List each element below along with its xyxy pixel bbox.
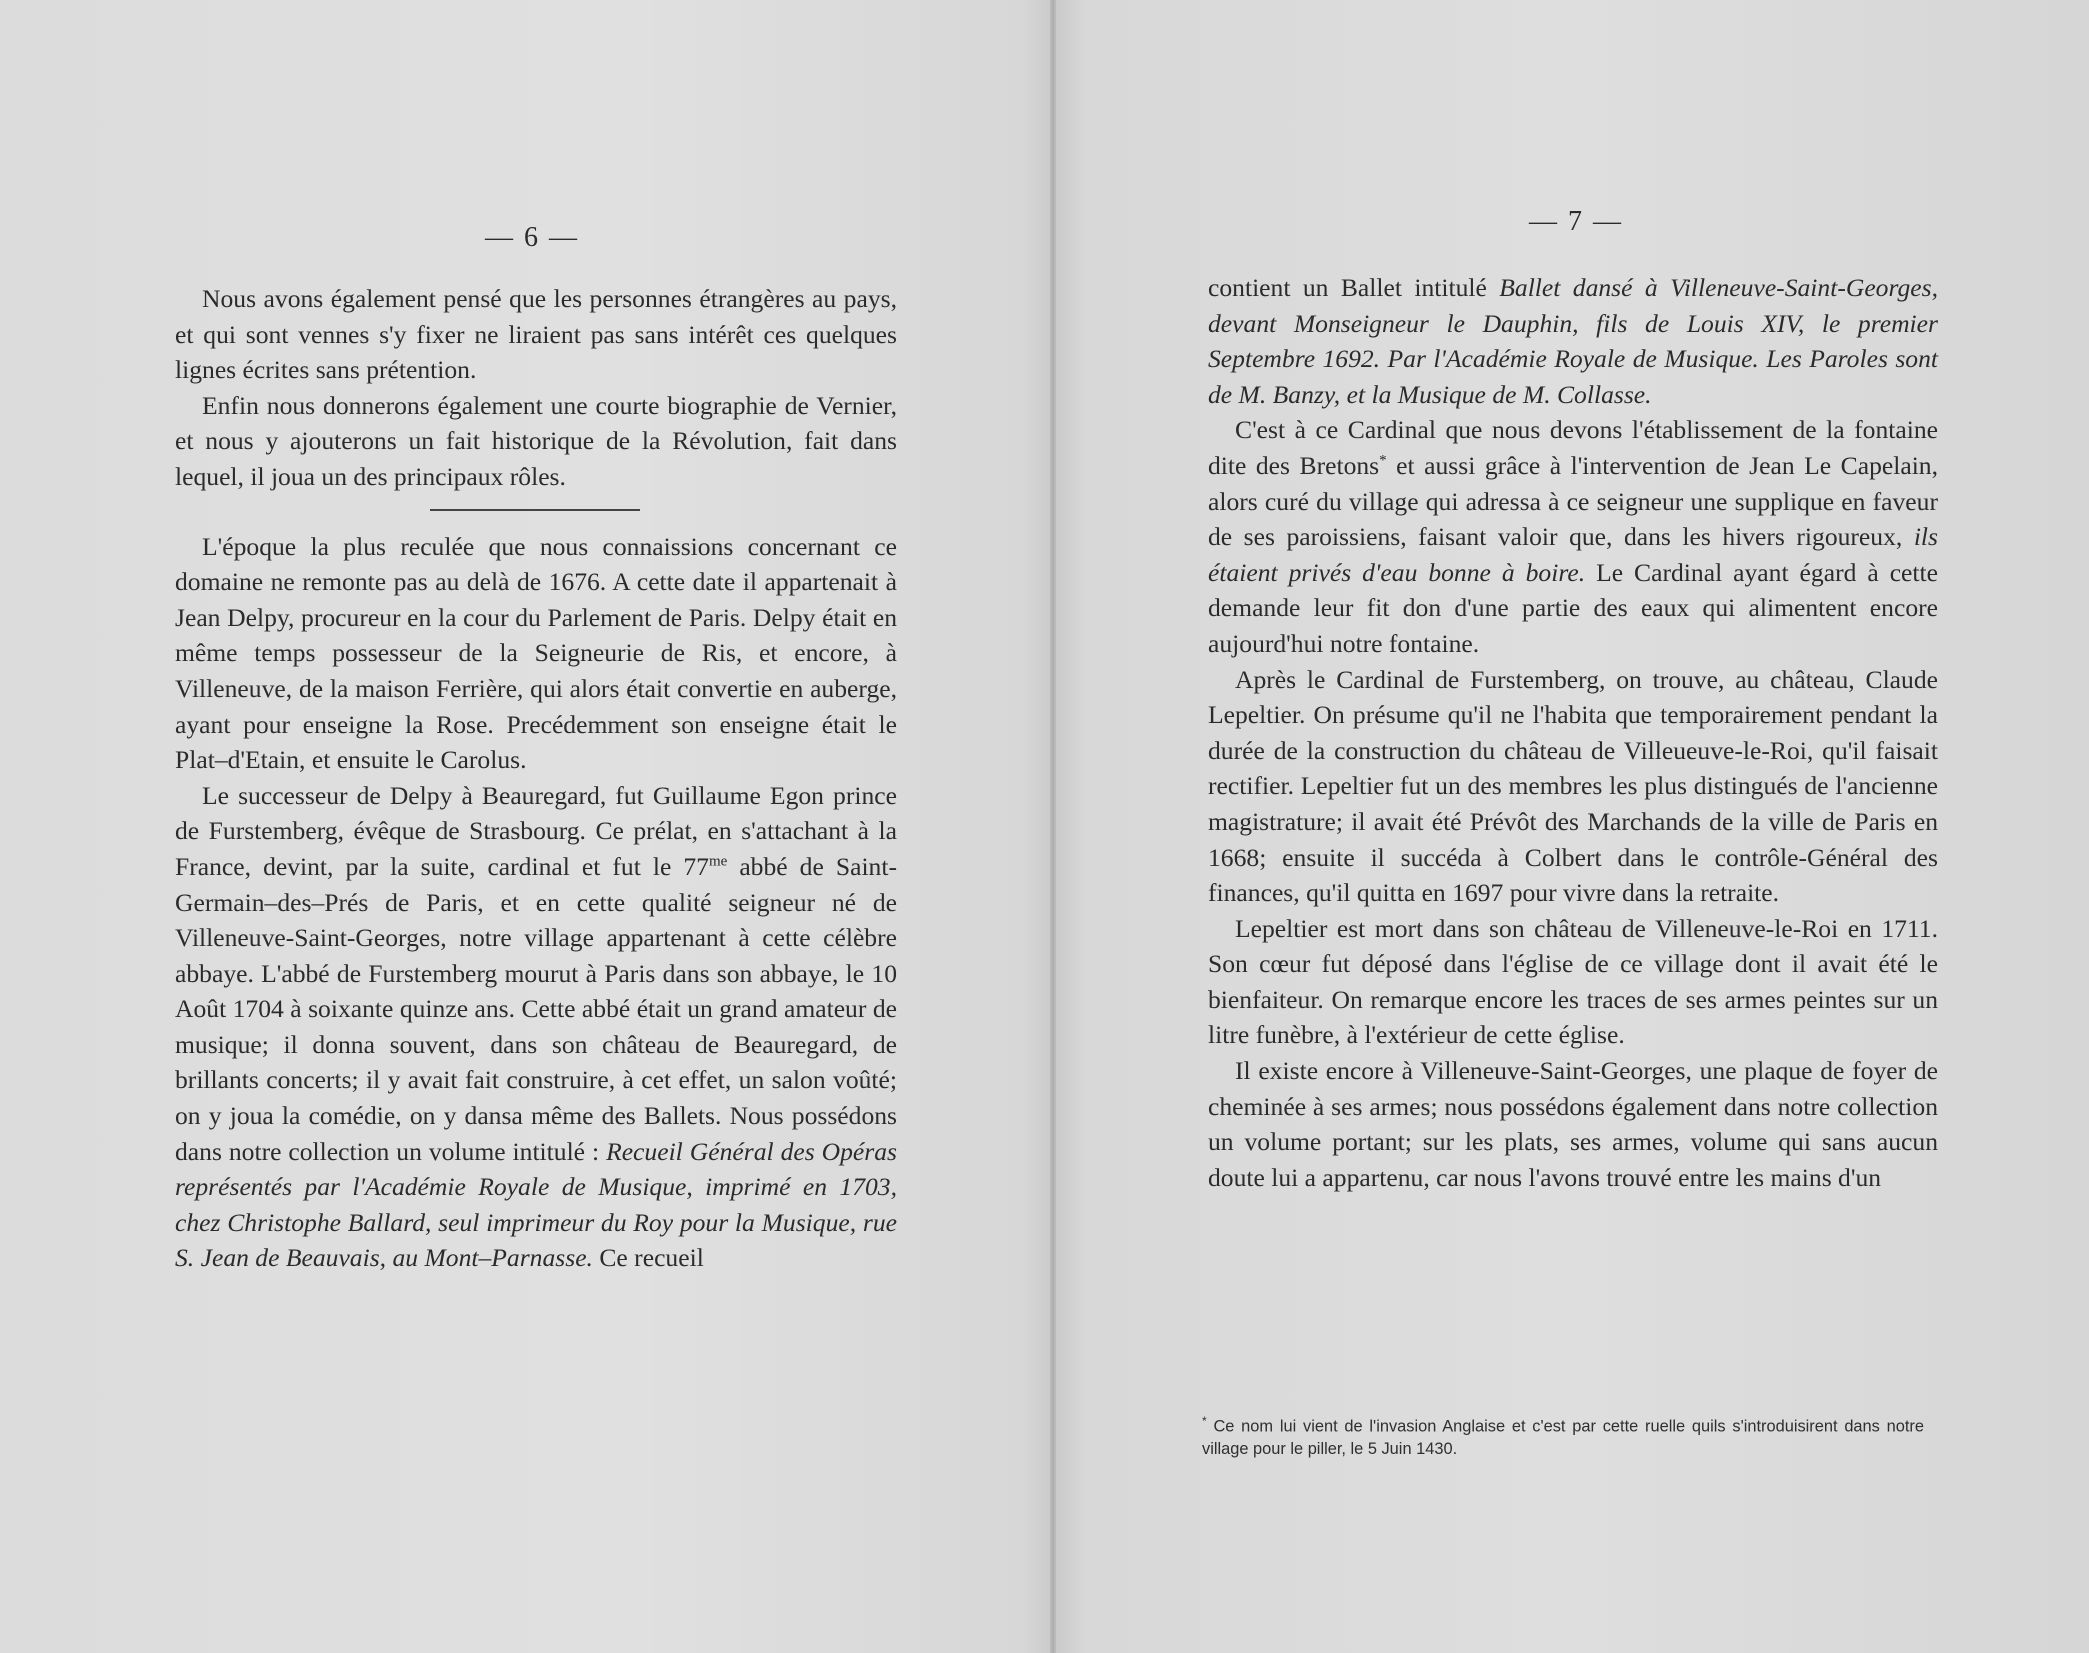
footnote bbox=[1202, 1410, 1924, 1461]
paragraph-text: C'est à ce Cardinal que nous devons l'établissement de la fontaine dite des Bretons bbox=[1208, 415, 1938, 480]
quote-italic: ils étaient privés d'eau bonne à boire. bbox=[1208, 522, 1938, 587]
page-number-right: — 7 — bbox=[1529, 206, 1623, 237]
paragraph-text: Le Cardinal ayant égard à cette demande leur fit don d'une partie des eaux qui alimentent encore aujourd'hui notre fontaine. bbox=[1208, 557, 1938, 658]
paragraph: Enfin nous donnerons également une courte biographie de Vernier, et nous y ajouterons un fait historique de la Révolution, fait dans lequel, il joua un des principaux rôles. bbox=[175, 390, 897, 491]
right-page-text bbox=[1208, 270, 1938, 1195]
footnote-reference: * bbox=[1379, 452, 1387, 469]
page-number-left: — 6 — bbox=[485, 222, 579, 253]
paragraph: Après le Cardinal de Furstemberg, on trouve, au château, Claude Lepeltier. On présume qu'il ne l'habita que temporairement pendant la durée de la construction du château de Villeueuve-le-Roi, qu'il faisait rectifier. Lepeltier fut un des membres les plus distingués de l'ancienne magistrature; il avait été Prévôt des Marchands de la ville de Paris en 1668; ensuite il succéda à Colbert dans le contrôle-Général des finances, qu'il quitta en 1697 pour vivre dans la retraite. bbox=[1208, 664, 1938, 908]
paragraph: Lepeltier est mort dans son château de Villeneuve-le-Roi en 1711. Son cœur fut déposé dans l'église de ce village dont il avait été le bienfaiteur. On remarque encore les traces de ses armes peintes sur un litre funèbre, à l'extérieur de cette église. bbox=[1208, 913, 1938, 1050]
paragraph bbox=[175, 778, 897, 1276]
section-divider bbox=[430, 509, 640, 511]
paragraph-text: abbé de Saint-Germain–des–Prés de Paris, et en cette qualité seigneur né de Villeneuve-Saint-Georges, notre village appartenant à cette célèbre abbaye. L'abbé de Furstemberg mourut à Paris dans son abbaye, le 10 Août 1704 à soixante quinze ans. Cette abbé était un grand amateur de musique; il donna souvent, dans son château de Beauregard, de brillants concerts; il y avait fait construire, à cet effet, un salon voûté; on y joua la comédie, on y dansa même des Ballets. Nous possédons dans notre collection un volume intitulé : bbox=[175, 851, 897, 1166]
book-title-italic: Recueil Général des Opéras représentés par l'Académie Royale de Musique, imprimé en 1703, chez Christophe Ballard, seul imprimeur du Roy pour la Musique, rue S. Jean de Beauvais, au Mont–Parnasse. bbox=[175, 1136, 897, 1273]
paragraph-text: Ce recueil bbox=[592, 1243, 704, 1273]
footnote-text: Ce nom lui vient de l'invasion Anglaise et c'est par cette ruelle quils s'introduisirent dans notre village pour le piller, le 5 Juin 1430. bbox=[1202, 1417, 1924, 1459]
left-page-text bbox=[175, 281, 897, 1276]
paragraph: Nous avons également pensé que les personnes étrangères au pays, et qui sont vennes s'y fixer ne liraient pas sans intérêt ces quelques lignes écrites sans prétention. bbox=[175, 284, 897, 385]
paragraph-text: et aussi grâce à l'intervention de Jean Le Capelain, alors curé du village qui adressa à ce seigneur une supplique en faveur de ses paroissiens, faisant valoir que, dans les hivers rigoureux, bbox=[1208, 450, 1938, 552]
ordinal-suffix: me bbox=[708, 853, 728, 870]
footnote-mark: * bbox=[1202, 1414, 1207, 1428]
paragraph-text: Le successeur de Delpy à Beauregard, fut Guillaume Egon prince de Furstemberg, évêque de Strasbourg. Ce prélat, en s'attachant à la France, devint, par la suite, cardinal et fut le 77 bbox=[175, 780, 897, 881]
paragraph: Il existe encore à Villeneuve-Saint-Georges, une plaque de foyer de cheminée à ses armes; nous possédons également dans notre collection un volume portant; sur les plats, ses armes, volume qui sans aucun doute lui a appartenu, car nous l'avons trouvé entre les mains d'un bbox=[1208, 1056, 1938, 1192]
paragraph bbox=[1208, 412, 1938, 661]
ballet-title-italic: Ballet dansé à Villeneuve-Saint-Georges, devant Monseigneur le Dauphin, fils de Louis XIV, le premier Septembre 1692. Par l'Académie Royale de Musique. Les Paroles sont de M. Banzy, et la Musique de M. Collasse. bbox=[1208, 273, 1939, 409]
paragraph bbox=[1208, 270, 1938, 412]
right-page bbox=[1056, 0, 2089, 1653]
paragraph: L'époque la plus reculée que nous connaissions concernant ce domaine ne remonte pas au delà de 1676. A cette date il appartenait à Jean Delpy, procureur en la cour du Parlement de Paris. Delpy était en même temps possesseur de la Seigneurie de Ris, et encore, à Villeneuve, de la maison Ferrière, qui alors était convertie en auberge, ayant pour enseigne la Rose. Precédemment son enseigne était le Plat–d'Etain, et ensuite le Carolus. bbox=[175, 531, 897, 775]
paragraph-text: contient un Ballet intitulé bbox=[1208, 273, 1500, 302]
